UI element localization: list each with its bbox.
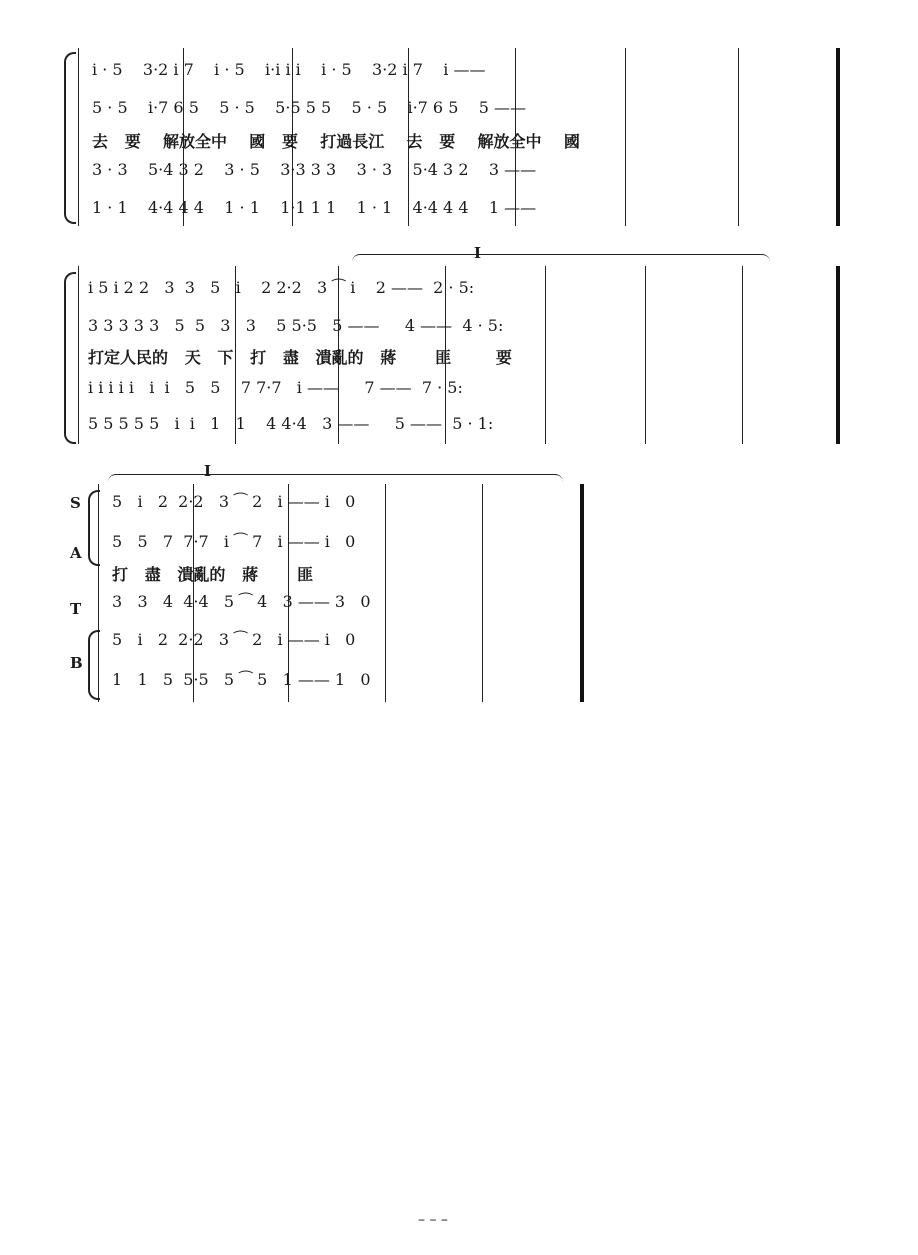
barline — [385, 484, 386, 702]
notation-row: 3 · 3 5·4 3 2 3 · 5 3·3 3 3 3 · 3 5·4 3 2 3 —— — [92, 160, 537, 179]
lyrics-row: 去 要 解放全中 國 要 打過長江 去 要 解放全中 國 — [92, 132, 580, 151]
system-brace — [64, 52, 76, 224]
barline — [78, 48, 79, 226]
barline — [738, 48, 739, 226]
barline — [78, 266, 79, 444]
notation-row: i 5 i 2 2 3 3 5 i 2 2·2 3 ⁀ i 2 —— 2 · 5: — [88, 278, 475, 297]
end-barline — [836, 48, 840, 226]
notation-row: 5 · 5 i·7 6 5 5 · 5 5·5 5 5 5 · 5 i·7 6 5 5 —— — [92, 98, 526, 117]
repeat-bracket — [352, 254, 770, 263]
notation-row: 5 i 2 2·2 3 ⁀ 2 i —— i 0 — [112, 630, 356, 649]
notation-row: 1 · 1 4·4 4 4 1 · 1 1·1 1 1 1 · 1 4·4 4 4 1 —— — [92, 198, 537, 217]
notation-row: 5 5 5 5 5 i i 1 1 4 4·4 3 —— 5 —— 5 · 1: — [88, 414, 494, 433]
repeat-barline — [836, 266, 840, 444]
barline — [625, 48, 626, 226]
page-footer: – – – — [418, 1212, 448, 1228]
voice-label-tenor: T — [70, 600, 82, 618]
notation-row: 5 5 7 7·7 i ⁀ 7 i —— i 0 — [112, 532, 356, 551]
barline — [482, 484, 483, 702]
notation-row: i i i i i i i 5 5 7 7·7 i —— 7 —— 7 · 5: — [88, 378, 463, 397]
barline — [645, 266, 646, 444]
section-marker: I — [474, 244, 482, 262]
repeat-bracket — [108, 474, 563, 483]
section-marker: I — [204, 462, 212, 480]
lyrics-row: 打 盡 潰亂的 蔣 匪 — [112, 565, 314, 584]
notation-row: i · 5 3·2 i 7 i · 5 i·i i i i · 5 3·2 i 7 i —— — [92, 60, 486, 79]
notation-row: 3 3 4 4·4 5 ⁀ 4 3 —— 3 0 — [112, 592, 371, 611]
barline — [98, 484, 99, 702]
notation-row: 5 i 2 2·2 3 ⁀ 2 i —— i 0 — [112, 492, 356, 511]
barline — [742, 266, 743, 444]
voice-label-alto: A — [70, 544, 82, 562]
voice-label-bass: B — [70, 654, 83, 672]
barline — [545, 266, 546, 444]
notation-row: 3 3 3 3 3 5 5 3 3 5 5·5 5 —— 4 —— 4 · 5: — [88, 316, 504, 335]
lyrics-row: 打定人民的 天 下 打 盡 潰亂的 蔣 匪 要 — [88, 348, 512, 367]
voice-label-soprano: S — [70, 494, 81, 512]
end-barline — [580, 484, 584, 702]
system-brace — [64, 272, 76, 444]
notation-row: 1 1 5 5·5 5 ⁀ 5 1 —— 1 0 — [112, 670, 371, 689]
